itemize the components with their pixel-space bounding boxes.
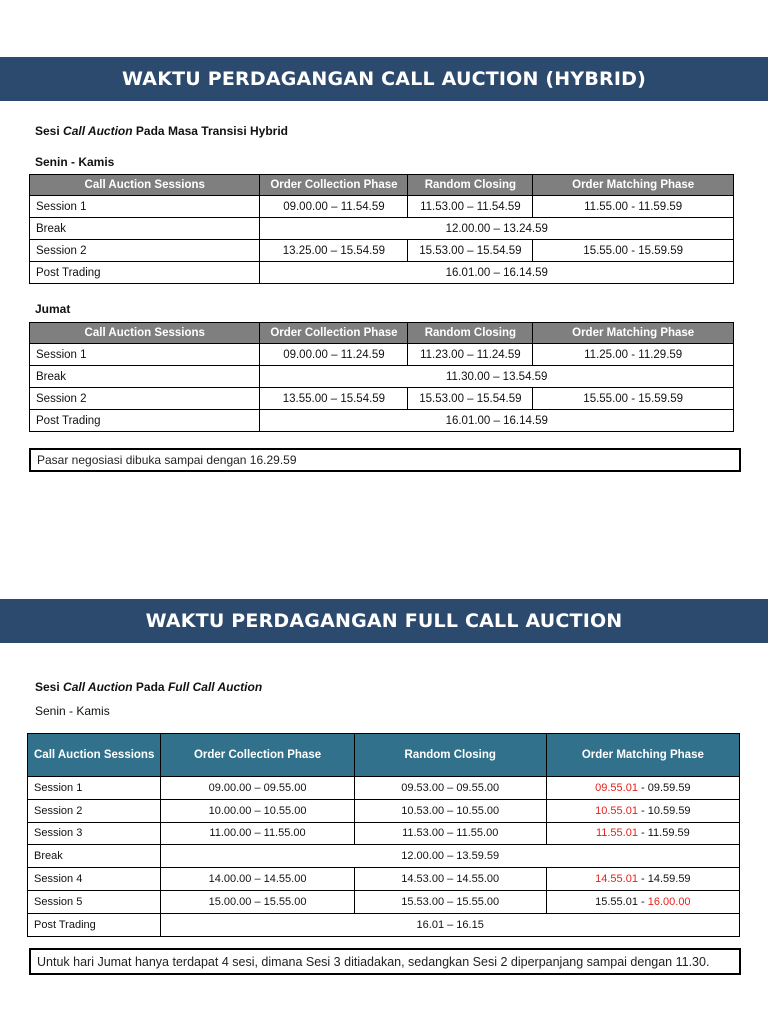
table-row — [28, 799, 740, 822]
table-row — [30, 262, 734, 284]
post-trading-time: 16.01.00 – 16.14.59 — [260, 410, 734, 432]
session-name: Session 1 — [28, 777, 161, 800]
table-row — [28, 868, 740, 891]
matching-time: 15.55.00 - 15.59.59 — [533, 388, 734, 410]
random-time: 14.53.00 – 14.55.00 — [354, 868, 546, 891]
random-time: 11.53.00 – 11.54.59 — [408, 196, 533, 218]
header-collection: Order Collection Phase — [161, 734, 354, 777]
table-row — [30, 388, 734, 410]
table-row — [28, 913, 740, 936]
random-time: 15.53.00 – 15.55.00 — [354, 890, 546, 913]
friday-schedule-note: Untuk hari Jumat hanya terdapat 4 sesi, dimana Sesi 3 ditiadakan, sedangkan Sesi 2 diperpanjang sampai dengan 11.30. — [29, 948, 741, 975]
collection-time: 13.55.00 – 15.54.59 — [260, 388, 408, 410]
header-collection: Order Collection Phase — [260, 175, 408, 196]
session-name: Post Trading — [28, 913, 161, 936]
table-header-row — [30, 323, 734, 344]
session-name: Session 1 — [30, 196, 260, 218]
collection-time: 11.00.00 – 11.55.00 — [161, 822, 354, 845]
table-hybrid-mon-thu — [29, 174, 734, 284]
session-name: Break — [30, 366, 260, 388]
session-name: Session 1 — [30, 344, 260, 366]
collection-time: 13.25.00 – 15.54.59 — [260, 240, 408, 262]
matching-time: 11.25.00 - 11.29.59 — [533, 344, 734, 366]
session-name: Session 4 — [28, 868, 161, 891]
table-row — [30, 344, 734, 366]
session-name: Session 5 — [28, 890, 161, 913]
matching-time: 15.55.01 - 16.00.00 — [546, 890, 739, 913]
matching-time: 10.55.01 - 10.59.59 — [546, 799, 739, 822]
subtitle-hybrid: Sesi Call Auction Pada Masa Transisi Hybrid — [35, 124, 288, 138]
header-random: Random Closing — [354, 734, 546, 777]
header-matching: Order Matching Phase — [546, 734, 739, 777]
random-time: 15.53.00 – 15.54.59 — [408, 388, 533, 410]
table-row — [28, 777, 740, 800]
header-matching: Order Matching Phase — [533, 323, 734, 344]
table-row — [30, 410, 734, 432]
session-name: Session 3 — [28, 822, 161, 845]
header-random: Random Closing — [408, 323, 533, 344]
session-name: Break — [28, 845, 161, 868]
matching-time: 11.55.01 - 11.59.59 — [546, 822, 739, 845]
session-name: Post Trading — [30, 262, 260, 284]
collection-time: 15.00.00 – 15.55.00 — [161, 890, 354, 913]
matching-time: 14.55.01 - 14.59.59 — [546, 868, 739, 891]
break-time: 11.30.00 – 13.54.59 — [260, 366, 734, 388]
collection-time: 09.00.00 – 09.55.00 — [161, 777, 354, 800]
table-hybrid-friday — [29, 322, 734, 432]
header-collection: Order Collection Phase — [260, 323, 408, 344]
post-trading-time: 16.01 – 16.15 — [161, 913, 740, 936]
header-sessions: Call Auction Sessions — [28, 734, 161, 777]
table-row — [30, 240, 734, 262]
random-time: 10.53.00 – 10.55.00 — [354, 799, 546, 822]
table-header-row — [30, 175, 734, 196]
session-name: Post Trading — [30, 410, 260, 432]
session-name: Session 2 — [30, 240, 260, 262]
collection-time: 10.00.00 – 10.55.00 — [161, 799, 354, 822]
table-header-row — [28, 734, 740, 777]
section-title-hybrid: WAKTU PERDAGANGAN CALL AUCTION (HYBRID) — [0, 57, 768, 101]
random-time: 11.53.00 – 11.55.00 — [354, 822, 546, 845]
collection-time: 14.00.00 – 14.55.00 — [161, 868, 354, 891]
days-label-friday: Jumat — [35, 302, 71, 316]
collection-time: 09.00.00 – 11.54.59 — [260, 196, 408, 218]
table-row — [30, 196, 734, 218]
break-time: 12.00.00 – 13.59.59 — [161, 845, 740, 868]
header-sessions: Call Auction Sessions — [30, 175, 260, 196]
random-time: 09.53.00 – 09.55.00 — [354, 777, 546, 800]
days-label-mon-thu: Senin - Kamis — [35, 155, 115, 169]
header-sessions: Call Auction Sessions — [30, 323, 260, 344]
table-row — [30, 218, 734, 240]
header-matching: Order Matching Phase — [533, 175, 734, 196]
session-name: Session 2 — [28, 799, 161, 822]
break-time: 12.00.00 – 13.24.59 — [260, 218, 734, 240]
header-random: Random Closing — [408, 175, 533, 196]
section-title-full-call: WAKTU PERDAGANGAN FULL CALL AUCTION — [0, 599, 768, 643]
matching-time: 09.55.01 - 09.59.59 — [546, 777, 739, 800]
matching-time: 11.55.00 - 11.59.59 — [533, 196, 734, 218]
post-trading-time: 16.01.00 – 16.14.59 — [260, 262, 734, 284]
table-row — [28, 845, 740, 868]
table-row — [28, 822, 740, 845]
table-row — [28, 890, 740, 913]
negotiation-market-note: Pasar negosiasi dibuka sampai dengan 16.29.59 — [29, 448, 741, 472]
matching-time: 15.55.00 - 15.59.59 — [533, 240, 734, 262]
days-label-full-call: Senin - Kamis — [35, 704, 110, 718]
session-name: Session 2 — [30, 388, 260, 410]
session-name: Break — [30, 218, 260, 240]
subtitle-full-call: Sesi Call Auction Pada Full Call Auction — [35, 680, 263, 694]
random-time: 15.53.00 – 15.54.59 — [408, 240, 533, 262]
table-row — [30, 366, 734, 388]
collection-time: 09.00.00 – 11.24.59 — [260, 344, 408, 366]
table-full-call — [27, 733, 740, 937]
random-time: 11.23.00 – 11.24.59 — [408, 344, 533, 366]
